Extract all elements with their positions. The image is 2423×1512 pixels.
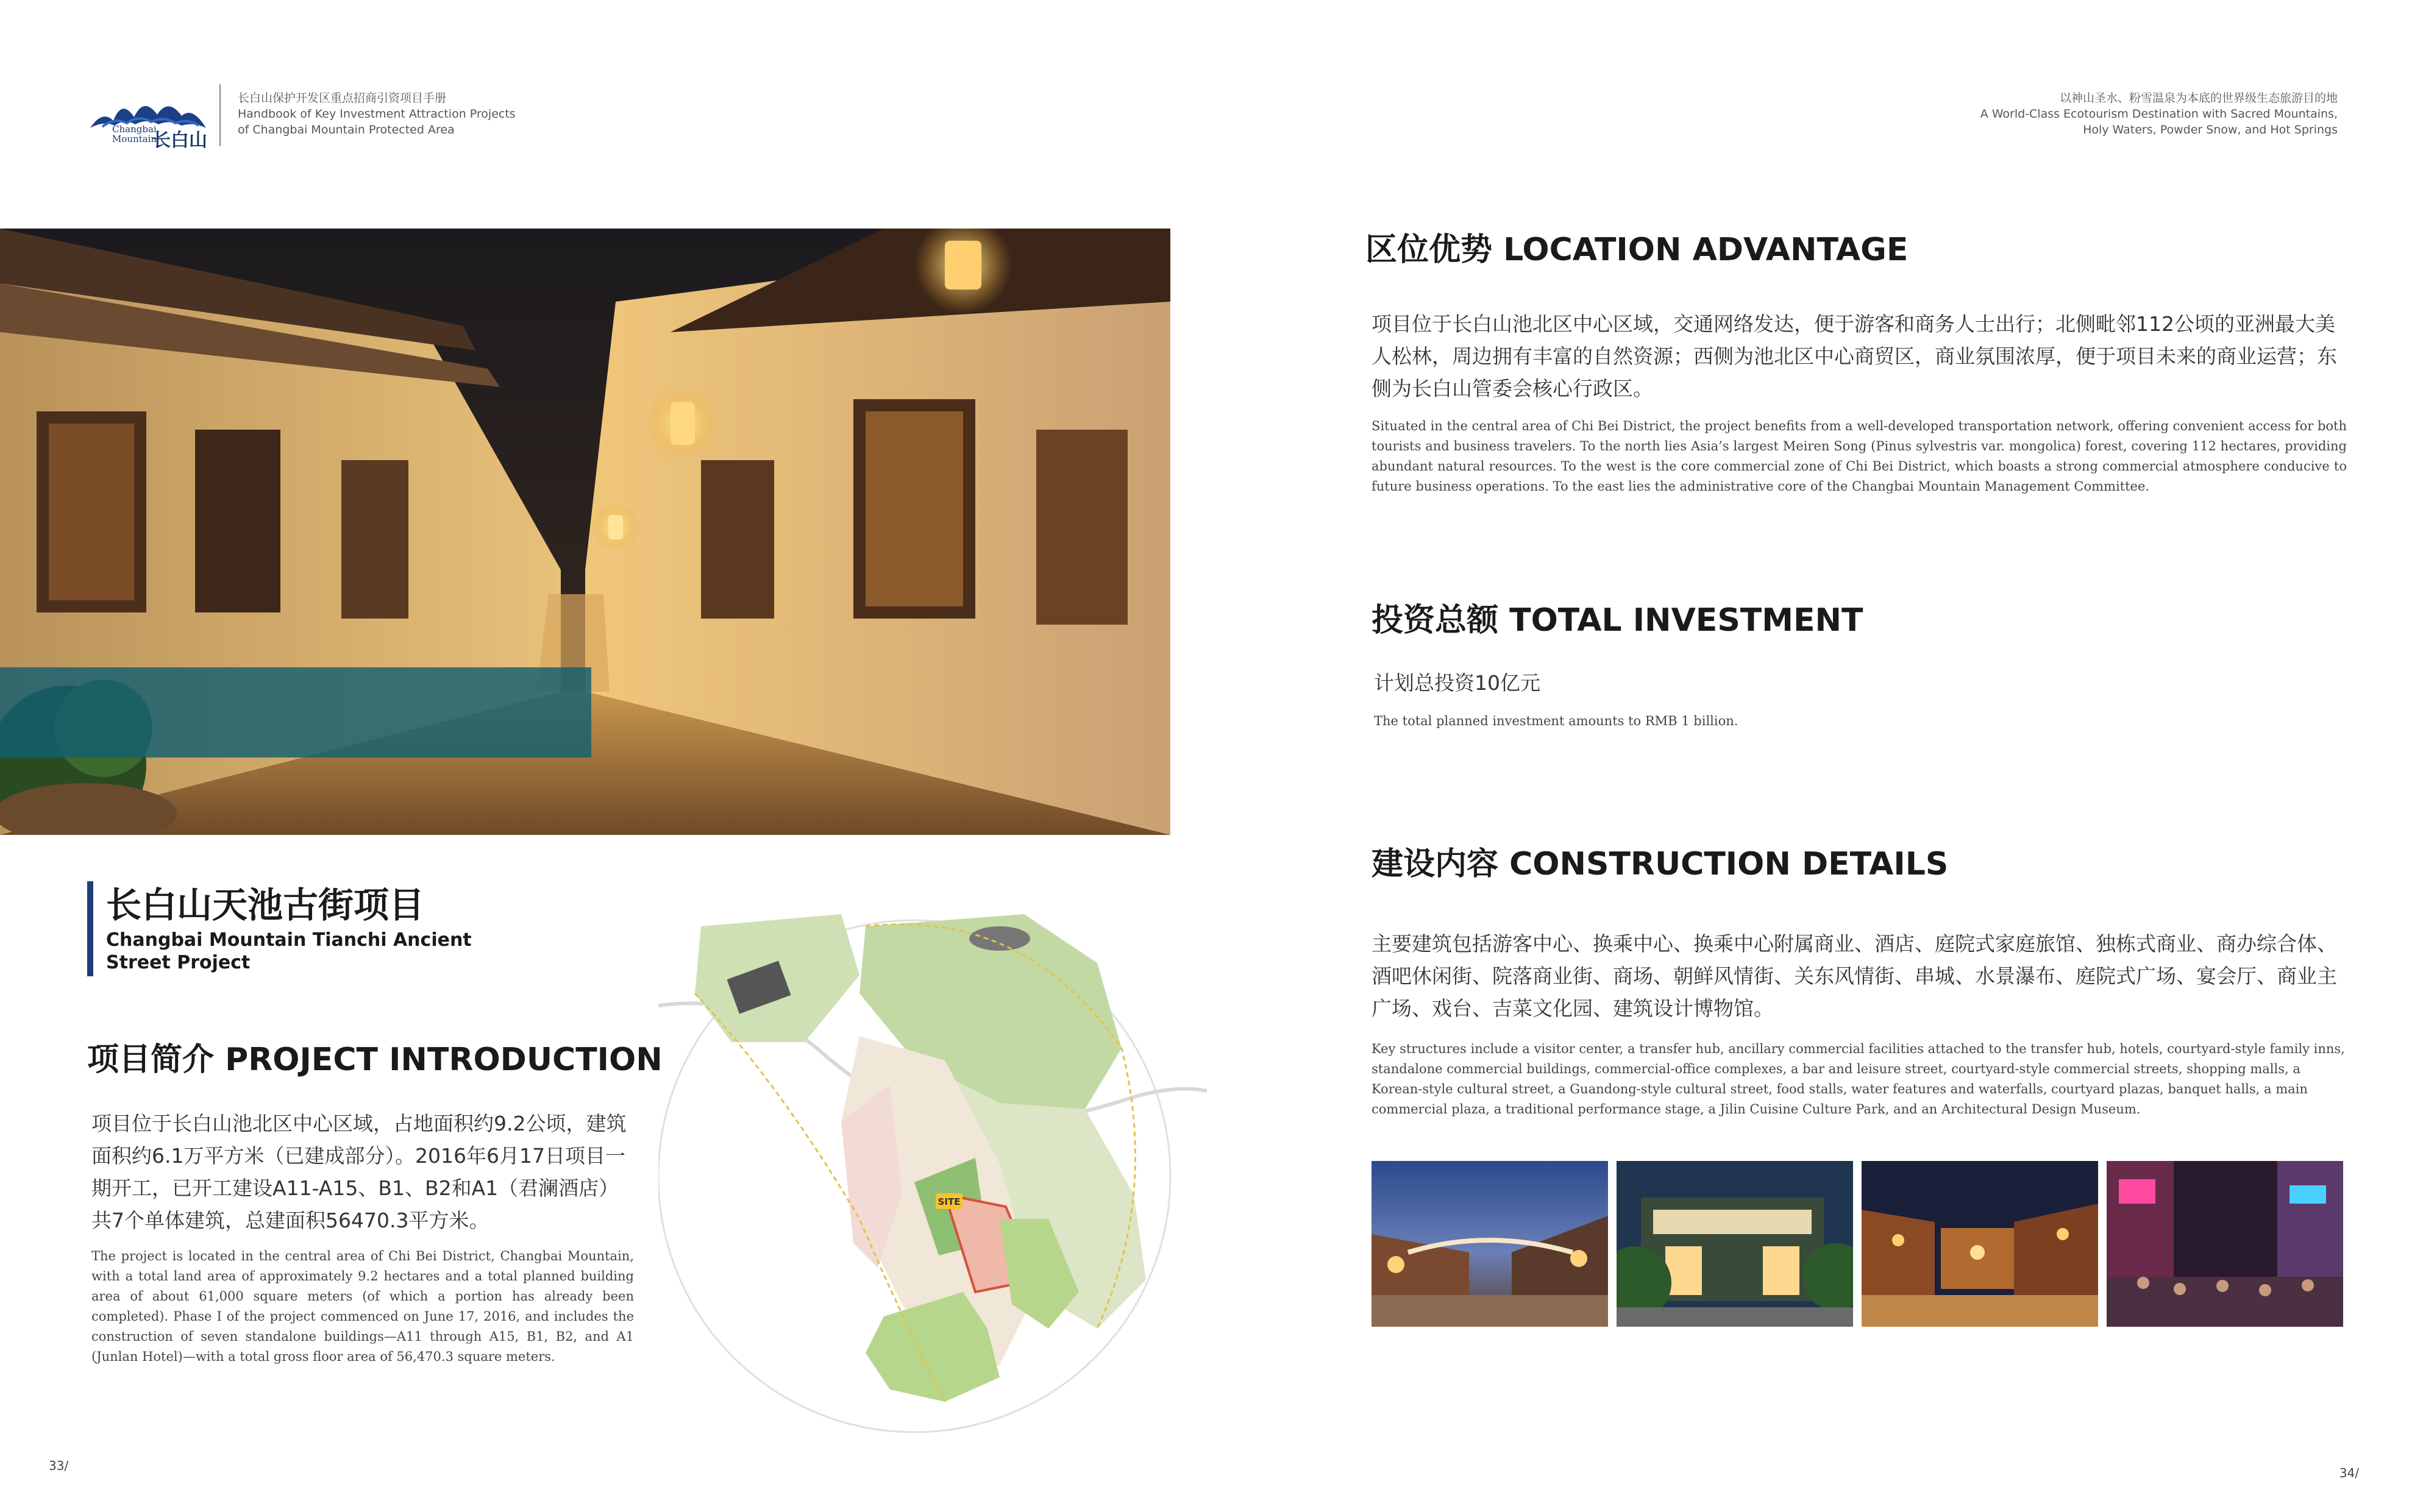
intro-text-cn: 项目位于长白山池北区中心区域，占地面积约9.2公顷，建筑面积约6.1万平方米（已建成部分）。2016年6月17日项目一期开工，已开工建设A11-A15、B1、B2和A1（君澜酒店）共7个单体建筑，总建面积56470.3平方米。: [91, 1112, 627, 1232]
project-title-en-line-2: Street Project: [106, 952, 251, 973]
project-title-cn: 长白山天池古街项目: [106, 884, 425, 926]
location-text-en: Situated in the central area of Chi Bei District, the project benefits from a well-developed transportation network, offering convenient access for both tourists and business travelers. To the north lies Asia’s largest Meiren Song (Pinus sylvestris var. mongolica) forest, covering 112 hectares, providing abundant natural resources. To the west is the core commercial zone of Chi Bei District, which boasts a strong commercial atmosphere conducive to future business operations. To the east lies the administrative core of the Changbai Mountain Management Committee.: [1372, 419, 2347, 494]
logo-script: Changbai Mountain: [112, 124, 157, 144]
location-text-cn: 项目位于长白山池北区中心区域，交通网络发达，便于游客和商务人士出行；北侧毗邻112公顷的亚洲最大美人松林，周边拥有丰富的自然资源；西侧为池北区中心商贸区，商业氛围浓厚，便于项目未来的商业运营；东侧为长白山管委会核心行政区。: [1372, 312, 2337, 400]
location-heading: 区位优势 LOCATION ADVANTAGE: [1365, 232, 1909, 268]
header-divider: [219, 84, 221, 146]
thumbnail-building-facade: [1617, 1161, 1853, 1327]
slogan-en-1: A World-Class Ecotourism Destination with Sacred Mountains,: [1980, 107, 2338, 121]
construction-text-cn: 主要建筑包括游客中心、换乘中心、换乘中心附属商业、酒店、庭院式家庭旅馆、独栋式商业、商办综合体、酒吧休闲街、院落商业街、商场、朝鲜风情街、关东风情街、串城、水景瀑布、庭院式广场、宴会厅、商业主广场、戏台、吉菜文化园、建筑设计博物馆。: [1372, 932, 2337, 1020]
thumbnail-night-street: [1372, 1161, 1608, 1327]
slogan-en-2: Holy Waters, Powder Snow, and Hot Springs: [2083, 123, 2338, 137]
investment-heading: 投资总额 TOTAL INVESTMENT: [1372, 602, 1863, 639]
logo-chinese: 长白山: [152, 130, 207, 151]
investment-text-cn: 计划总投资10亿元: [1374, 671, 1540, 695]
intro-text-en: The project is located in the central area of Chi Bei District, Changbai Mountain, with a total land area of approximately 9.2 hectares and a total planned building area of about 61,000 square meters (of which a portion has already been completed). Phase I of the project commenced on June 17, 2016, and includes the construction of seven standalone buildings—A11 through A15, B1, B2, and A1 (Junlan Hotel)—with a total gross floor area of 56,470.3 square meters.: [91, 1249, 634, 1364]
construction-heading: 建设内容 CONSTRUCTION DETAILS: [1372, 846, 1949, 882]
construction-text-en: Key structures include a visitor center, a transfer hub, ancillary commercial facilities attached to the transfer hub, hotels, courtyard-style family inns, standalone commercial buildings, commercial-office complexes, a bar and leisure street, courtyard-style commercial streets, shopping malls, a Korean-style cultural street, a Guandong-style cultural street, food stalls, water features and waterfalls, courtyard plazas, banquet halls, a main commercial plaza, a traditional performance stage, a Jilin Cuisine Culture Park, and an Architectural Design Museum.: [1372, 1042, 2345, 1116]
handbook-title-cn: 长白山保护开发区重点招商引资项目手册: [238, 91, 447, 105]
header-left-text: [238, 90, 516, 138]
slogan-cn: 以神山圣水、粉雪温泉为本底的世界级生态旅游目的地: [2059, 91, 2338, 105]
investment-text-en: The total planned investment amounts to RMB 1 billion.: [1374, 714, 1738, 728]
handbook-title-en-1: Handbook of Key Investment Attraction Projects: [238, 107, 516, 121]
page-number-left: 33/: [49, 1458, 69, 1473]
intro-heading: 项目简介 PROJECT INTRODUCTION: [87, 1042, 663, 1078]
handbook-title-en-2: of Changbai Mountain Protected Area: [238, 123, 455, 137]
thumbnail-plaza-night: [1862, 1161, 2098, 1327]
title-accent-bar: [87, 881, 93, 976]
thumbnail-crowd-street: [2107, 1161, 2343, 1327]
project-title-en-line-1: Changbai Mountain Tianchi Ancient: [106, 929, 472, 951]
photo-overlay-band: [0, 667, 591, 758]
map-site-label: SITE: [938, 1196, 961, 1207]
page-number-right: 34/: [2339, 1466, 2359, 1480]
site-location-map: [658, 902, 1207, 1450]
project-title-en: [106, 929, 472, 974]
header-right-text: [1980, 90, 2338, 138]
